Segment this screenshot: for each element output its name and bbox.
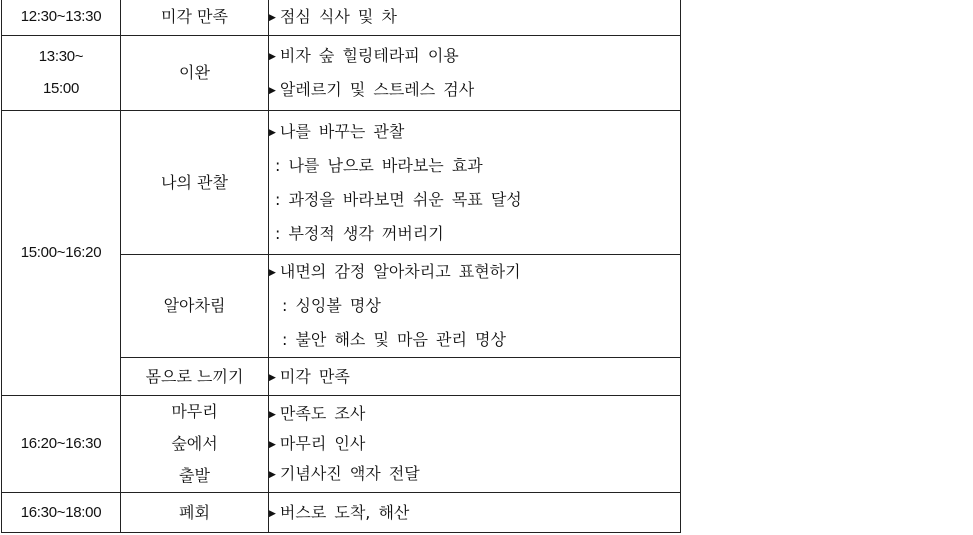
detail-subline: : 과정을 바라보면 쉬운 목표 달성 [275,189,522,209]
detail-text: 내면의 감정 알아차리고 표현하기 [279,262,521,281]
program-detail-cell [269,111,681,255]
triangle-right-icon: ▶ [269,470,276,480]
detail-text: 버스로 도착, 해산 [279,502,410,522]
time-line: 15:00 [42,80,80,97]
detail-line [269,399,680,429]
detail-subline: : 불안 해소 및 마음 관리 명상 [282,330,506,349]
schedule-row [2,36,681,111]
detail-text: 나를 바꾸는 관찰 [279,121,405,141]
triangle-right-icon: ▶ [269,508,276,519]
detail-text: 기념사진 액자 전달 [279,464,420,483]
title-line: 마무리 [171,402,218,421]
detail-text: 비자 숲 힐링테라피 이용 [279,46,459,65]
schedule-row [2,493,681,533]
title-line: 숲에서 [171,434,218,453]
detail-line [269,255,680,289]
program-title-cell: 알아차림 [121,255,269,358]
detail-text: 미각 만족 [279,366,350,386]
program-detail-cell [269,255,681,358]
time-cell [2,36,121,111]
schedule-row [2,0,681,36]
schedule-row [2,396,681,493]
detail-line [269,429,680,459]
detail-subline: : 싱잉볼 명상 [282,296,381,315]
detail-line [269,459,680,489]
triangle-right-icon: ▶ [269,127,276,138]
schedule-table [1,0,681,533]
program-title-cell: 이완 [121,36,269,111]
time-cell: 15:00~16:20 [2,111,121,396]
program-title-cell [121,396,269,493]
detail-text: 알레르기 및 스트레스 검사 [279,80,475,99]
program-detail-cell [269,358,681,396]
time-cell: 12:30~13:30 [2,0,121,36]
program-detail-cell [269,396,681,493]
detail-subline: : 나를 남으로 바라보는 효과 [275,155,483,175]
program-title-cell: 나의 관찰 [121,111,269,255]
time-cell: 16:20~16:30 [2,396,121,493]
program-title-cell: 몸으로 느끼기 [121,358,269,396]
program-title-cell: 미각 만족 [121,0,269,36]
detail-line [269,360,680,394]
triangle-right-icon: ▶ [269,13,276,23]
title-line: 출발 [179,466,210,485]
detail-text: 마무리 인사 [279,434,366,453]
detail-text: 점심 식사 및 차 [279,7,397,26]
program-title-cell: 폐회 [121,493,269,533]
detail-line [269,39,680,73]
schedule-row [2,111,681,255]
triangle-right-icon: ▶ [269,440,276,450]
program-detail-cell [269,493,681,533]
detail-line [269,115,680,149]
triangle-right-icon: ▶ [269,410,276,420]
triangle-right-icon: ▶ [269,86,276,96]
detail-text: 만족도 조사 [279,404,366,423]
detail-subline: : 부정적 생각 꺼버리기 [275,223,444,243]
detail-line [269,0,680,34]
time-line: 13:30~ [38,48,84,65]
triangle-right-icon: ▶ [269,268,276,278]
program-detail-cell [269,0,681,36]
time-cell: 16:30~18:00 [2,493,121,533]
triangle-right-icon: ▶ [269,372,276,383]
triangle-right-icon: ▶ [269,52,276,62]
detail-line [269,496,680,530]
program-detail-cell [269,36,681,111]
detail-line [269,73,680,107]
